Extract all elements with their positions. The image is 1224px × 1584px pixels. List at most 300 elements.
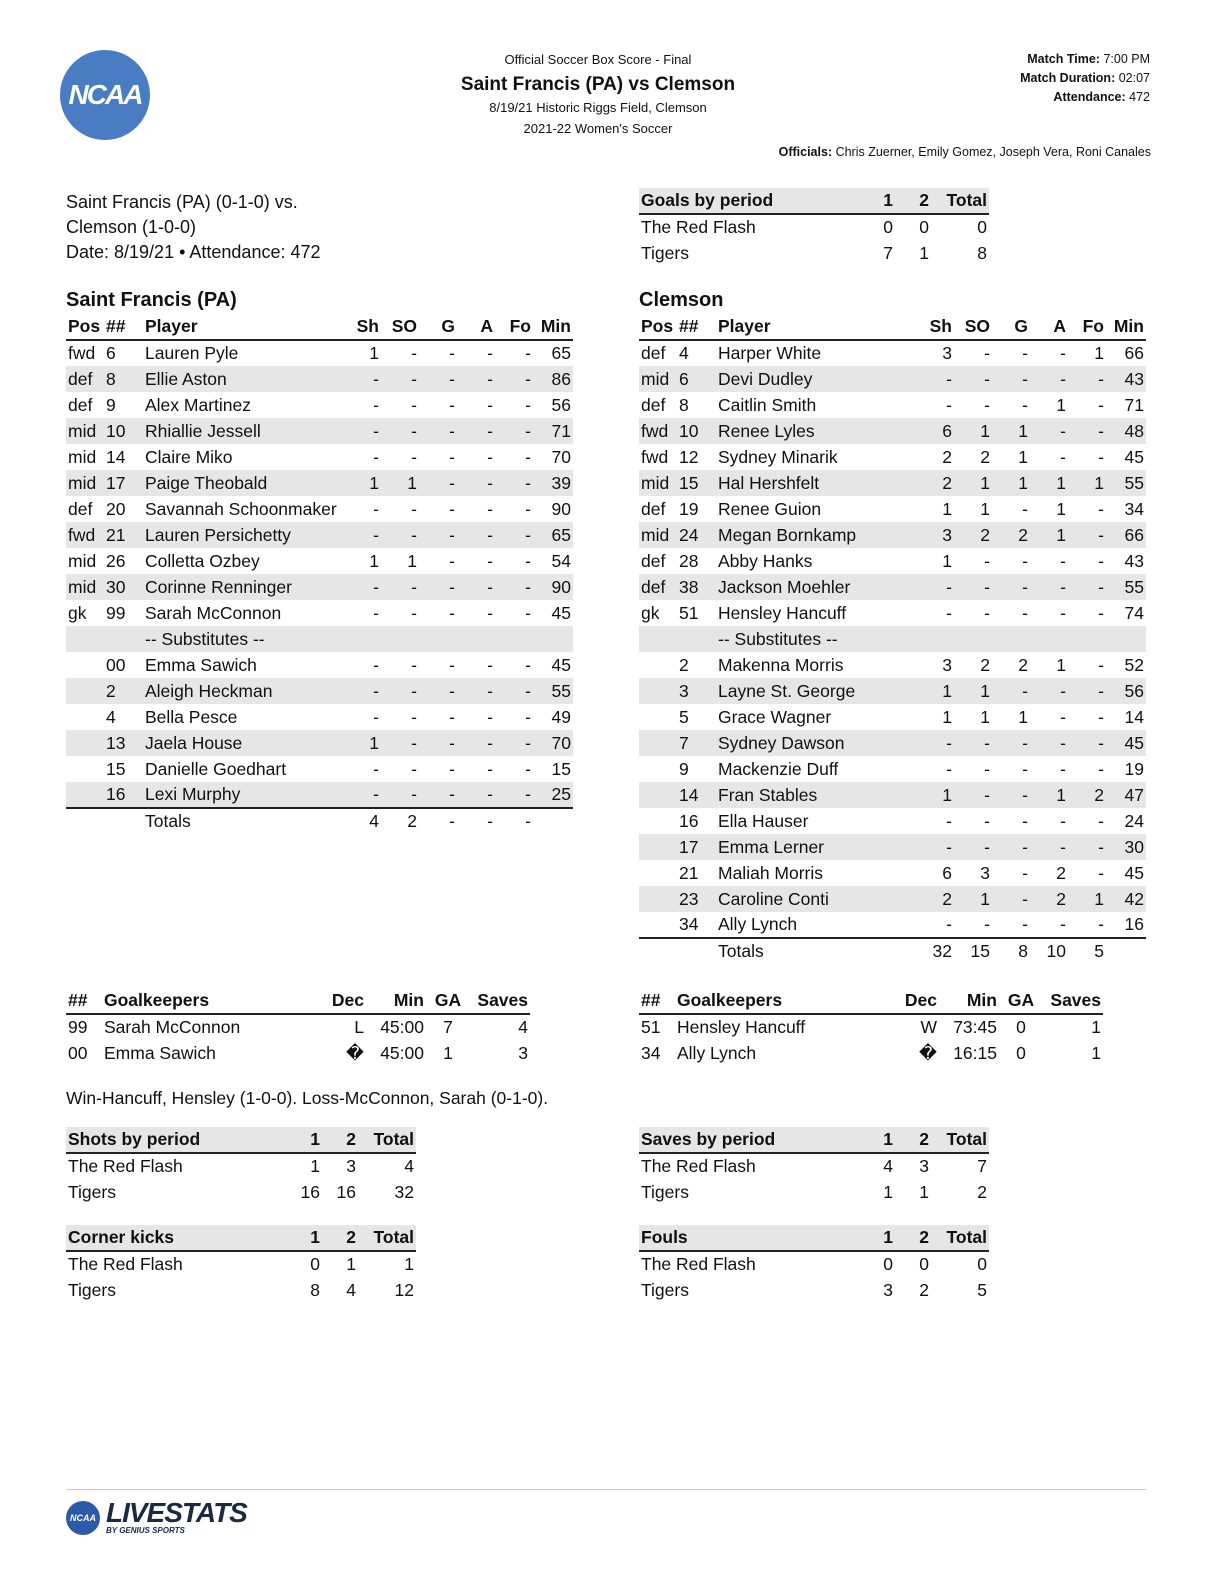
player-cell: - <box>946 810 952 831</box>
totals-cell <box>104 808 143 834</box>
player-cell: 3 <box>677 678 716 704</box>
player-cell: 14 <box>1124 706 1144 727</box>
player-cell: Harper White <box>718 343 822 363</box>
goalkeeper-cell: 1 <box>1091 1017 1101 1037</box>
home-player-table <box>66 314 573 834</box>
player-cell: - <box>1098 758 1104 779</box>
player-row <box>639 756 1146 782</box>
player-cell: def <box>639 574 677 600</box>
box-score-subtitle: Official Soccer Box Score - Final <box>504 52 692 67</box>
player-cell <box>495 626 533 652</box>
player-cell: mid <box>639 470 677 496</box>
player-cell: - <box>984 810 990 831</box>
period-value: 0 <box>977 217 987 237</box>
column-header: Total <box>931 188 989 214</box>
team-records <box>66 190 321 265</box>
player-cell <box>66 730 104 756</box>
period-value: 4 <box>404 1156 414 1176</box>
label: Match Duration: <box>1020 71 1116 85</box>
player-cell: def <box>641 394 666 415</box>
player-cell: Jackson Moehler <box>716 574 916 600</box>
player-cell <box>954 626 992 652</box>
goalkeeper-cell: Ally Lynch <box>677 1042 757 1063</box>
player-cell: 1 <box>381 470 419 496</box>
player-cell: 16 <box>679 810 699 831</box>
player-cell: - <box>954 366 992 392</box>
totals-cell <box>66 808 104 834</box>
player-cell: 55 <box>533 678 573 704</box>
player-cell: 1 <box>343 730 381 756</box>
player-cell: - <box>984 914 990 934</box>
player-cell: - <box>1098 654 1104 675</box>
player-cell <box>66 652 104 678</box>
column-header: 2 <box>322 1225 358 1251</box>
player-cell: 38 <box>677 574 716 600</box>
column-header: ## <box>677 314 716 340</box>
player-cell: 47 <box>1106 782 1146 808</box>
player-cell: gk <box>641 602 660 623</box>
player-cell: - <box>1030 574 1068 600</box>
team-label: The Red Flash <box>68 1254 183 1274</box>
player-cell: 24 <box>1124 810 1144 831</box>
player-cell: - <box>411 654 417 675</box>
column-header: Goalkeepers <box>102 988 302 1014</box>
goalkeeper-cell: 1 <box>443 1042 453 1063</box>
player-cell: - <box>916 366 954 392</box>
goalkeeper-cell: W <box>920 1017 937 1037</box>
player-cell: - <box>487 343 493 363</box>
away-goalkeepers-table <box>639 988 1103 1066</box>
player-cell: - <box>1030 678 1068 704</box>
player-cell: - <box>525 706 531 727</box>
player-cell: - <box>984 758 990 779</box>
player-cell: 30 <box>104 574 143 600</box>
player-cell <box>639 886 677 912</box>
player-cell: 15 <box>551 758 571 779</box>
player-cell: 48 <box>1106 418 1146 444</box>
column-header: 1 <box>859 1127 895 1153</box>
period-value: 0 <box>919 217 929 237</box>
goalkeeper-row <box>639 1040 1103 1066</box>
player-cell: mid <box>639 522 677 548</box>
player-row <box>639 340 1146 366</box>
player-cell: def <box>68 394 93 415</box>
totals-cell: 8 <box>992 938 1030 964</box>
player-cell: - <box>1060 810 1066 831</box>
player-cell: 2 <box>980 654 990 675</box>
player-cell: 45 <box>1124 862 1144 883</box>
player-cell: def <box>68 498 93 519</box>
column-header: Dec <box>875 988 939 1014</box>
column-header: A <box>1030 314 1068 340</box>
player-cell: - <box>992 834 1030 860</box>
player-cell: - <box>1068 522 1106 548</box>
player-cell: - <box>449 654 455 675</box>
player-cell: 7 <box>677 730 716 756</box>
column-header: A <box>457 314 495 340</box>
column-header: GA <box>999 988 1043 1014</box>
away-player-table <box>639 314 1146 964</box>
match-duration: 02:07 <box>1118 71 1150 85</box>
player-cell: - <box>525 758 531 779</box>
goalkeeper-cell: 51 <box>641 1017 661 1037</box>
totals-cell: 2 <box>381 808 419 834</box>
totals-cell: 4 <box>343 808 381 834</box>
player-cell: Caitlin Smith <box>718 394 817 415</box>
totals-row <box>639 938 1146 964</box>
team-label: Tigers <box>641 242 689 263</box>
header-row <box>639 988 1103 1014</box>
player-cell: 1 <box>942 706 952 727</box>
logo-text: NCAA <box>68 79 142 110</box>
column-header: GA <box>426 988 470 1014</box>
player-cell: 15 <box>677 470 716 496</box>
player-cell: - <box>946 602 952 623</box>
table-row <box>639 214 989 240</box>
player-cell: - <box>992 574 1030 600</box>
player-cell: 25 <box>533 782 573 808</box>
player-cell: Danielle Goedhart <box>145 758 287 779</box>
player-row <box>66 730 573 756</box>
player-cell: - <box>1060 914 1066 934</box>
player-row <box>66 678 573 704</box>
player-cell: Claire Miko <box>145 446 233 467</box>
player-cell: 90 <box>551 498 571 519</box>
player-cell: 3 <box>942 343 952 363</box>
column-header: Min <box>533 314 573 340</box>
player-cell: - <box>449 706 455 727</box>
player-cell: - <box>373 654 379 675</box>
player-cell: - <box>381 678 419 704</box>
player-cell: - <box>373 498 379 519</box>
player-cell: - <box>343 522 381 548</box>
totals-cell <box>677 938 716 964</box>
player-cell: - <box>411 343 417 363</box>
period-value: 3 <box>346 1156 356 1176</box>
period-value: 1 <box>919 1181 929 1202</box>
player-cell: - <box>411 498 417 519</box>
column-header: Shots by period <box>66 1127 286 1153</box>
table-row <box>66 1277 416 1303</box>
period-value: 0 <box>310 1254 320 1274</box>
period-value: 0 <box>919 1254 929 1274</box>
player-cell: 65 <box>551 343 571 363</box>
column-header: Sh <box>916 314 954 340</box>
player-cell: mid <box>66 470 104 496</box>
period-value: 3 <box>919 1156 929 1176</box>
player-cell: - <box>1060 602 1066 623</box>
player-cell: - <box>419 522 457 548</box>
period-value: 12 <box>394 1279 414 1300</box>
player-cell: - <box>495 366 533 392</box>
player-cell: 9 <box>679 758 689 779</box>
goalkeeper-cell: 73:45 <box>953 1017 997 1037</box>
officials <box>779 145 1151 159</box>
player-cell: - <box>1068 834 1106 860</box>
player-cell: Sydney Minarik <box>718 446 838 467</box>
header-row <box>639 1127 989 1153</box>
player-cell: - <box>916 574 954 600</box>
player-cell: 2 <box>1030 886 1068 912</box>
label: Match Time: <box>1027 52 1100 66</box>
player-cell: - <box>916 730 954 756</box>
player-cell: 65 <box>533 522 573 548</box>
period-value: 7 <box>883 242 893 263</box>
header-row <box>639 1225 989 1251</box>
player-cell: fwd <box>639 418 677 444</box>
player-cell: Lauren Pyle <box>145 343 239 363</box>
period-value: 0 <box>977 1254 987 1274</box>
player-cell: 1 <box>992 418 1030 444</box>
player-cell: - <box>992 678 1030 704</box>
player-cell: def <box>66 366 104 392</box>
player-cell: 1 <box>1056 498 1066 519</box>
player-row <box>639 730 1146 756</box>
column-header: Fo <box>495 314 533 340</box>
team-label: The Red Flash <box>641 1156 756 1176</box>
player-cell: Ally Lynch <box>718 914 798 934</box>
player-cell <box>1106 626 1146 652</box>
column-header: Saves <box>1043 988 1103 1014</box>
player-cell: - <box>449 550 455 571</box>
player-cell: - <box>1030 366 1068 392</box>
player-cell: - <box>343 418 381 444</box>
player-cell: Makenna Morris <box>718 654 844 675</box>
player-cell: mid <box>66 574 104 600</box>
player-cell: - <box>1098 706 1104 727</box>
player-cell: - <box>373 706 379 727</box>
period-value: 0 <box>883 1254 893 1274</box>
totals-cell: - <box>457 808 495 834</box>
player-cell: - <box>457 678 495 704</box>
totals-cell: Totals <box>143 808 343 834</box>
player-cell <box>104 626 143 652</box>
column-header: Goals by period <box>639 188 859 214</box>
player-cell: 8 <box>104 366 143 392</box>
header-row <box>66 1225 416 1251</box>
totals-cell: 10 <box>1030 938 1068 964</box>
player-cell <box>1068 626 1106 652</box>
player-cell: - <box>381 574 419 600</box>
player-cell: 10 <box>104 418 143 444</box>
player-cell: 1 <box>980 706 990 727</box>
goalkeeper-cell: 34 <box>641 1042 661 1063</box>
saves-by-period-table <box>639 1127 989 1205</box>
column-header: 2 <box>895 188 931 214</box>
player-cell: 55 <box>1106 470 1146 496</box>
player-cell: 00 <box>106 654 126 675</box>
goalkeeper-cell: � <box>919 1042 937 1063</box>
totals-cell: 5 <box>1068 938 1106 964</box>
player-cell: 21 <box>679 862 699 883</box>
player-cell: Corinne Renninger <box>143 574 343 600</box>
player-cell <box>639 912 677 938</box>
player-cell: 26 <box>106 550 126 571</box>
player-cell <box>66 782 104 808</box>
player-cell: - <box>1098 446 1104 467</box>
record-line: Date: 8/19/21 • Attendance: 472 <box>66 242 321 262</box>
table-row <box>66 1251 416 1277</box>
ncaa-logo <box>60 50 150 140</box>
corner-kicks-table <box>66 1225 416 1303</box>
player-cell: 1 <box>1056 394 1066 415</box>
period-value: 1 <box>404 1254 414 1274</box>
period-value: 7 <box>977 1156 987 1176</box>
brand-text: LIVESTATS <box>106 1497 247 1528</box>
player-cell: 45 <box>551 654 571 675</box>
column-header: Min <box>1106 314 1146 340</box>
player-cell: Emma Sawich <box>145 654 257 675</box>
player-cell: -- Substitutes -- <box>716 626 916 652</box>
table-row <box>66 1153 416 1179</box>
player-row <box>66 574 573 600</box>
player-row <box>66 782 573 808</box>
header-row <box>639 314 1146 340</box>
player-cell: - <box>1060 446 1066 467</box>
player-cell: - <box>984 550 990 571</box>
player-row <box>66 470 573 496</box>
team-label: Tigers <box>641 1279 689 1300</box>
player-cell: Hensley Hancuff <box>718 602 847 623</box>
player-cell: - <box>1068 730 1106 756</box>
player-cell <box>639 730 677 756</box>
player-cell: - <box>411 602 417 623</box>
column-header: 2 <box>895 1127 931 1153</box>
player-cell: 8 <box>679 394 689 415</box>
player-cell: mid <box>639 366 677 392</box>
goalkeeper-cell: L <box>354 1017 364 1037</box>
player-cell: - <box>1022 862 1028 883</box>
period-value: 1 <box>310 1156 320 1176</box>
player-cell: - <box>343 366 381 392</box>
column-header: Total <box>931 1225 989 1251</box>
player-row <box>639 574 1146 600</box>
player-cell: 1 <box>407 550 417 571</box>
player-cell: 16 <box>1124 914 1144 934</box>
player-cell: - <box>1060 758 1066 779</box>
player-cell: Devi Dudley <box>716 366 916 392</box>
player-cell <box>343 626 381 652</box>
player-cell: 4 <box>679 343 689 363</box>
player-cell: Savannah Schoonmaker <box>145 498 337 519</box>
player-cell: Layne St. George <box>716 678 916 704</box>
player-cell: - <box>343 678 381 704</box>
column-header: Total <box>931 1127 989 1153</box>
goalkeeper-cell: 45:00 <box>380 1042 424 1063</box>
player-cell: 2 <box>942 446 952 467</box>
player-cell: - <box>1068 366 1106 392</box>
player-cell: 17 <box>104 470 143 496</box>
period-value: 8 <box>977 242 987 263</box>
player-cell: 1 <box>1094 343 1104 363</box>
player-cell <box>66 626 104 652</box>
player-row <box>639 522 1146 548</box>
player-cell: 66 <box>1106 522 1146 548</box>
player-cell: Caroline Conti <box>716 886 916 912</box>
player-cell: - <box>419 678 457 704</box>
player-row <box>639 496 1146 522</box>
match-info <box>1020 50 1150 107</box>
player-cell: Grace Wagner <box>718 706 832 727</box>
player-cell: 1 <box>916 782 954 808</box>
player-row <box>66 340 573 366</box>
player-cell: 43 <box>1124 550 1144 571</box>
player-cell <box>677 626 716 652</box>
player-cell: 1 <box>369 550 379 571</box>
player-cell: - <box>457 470 495 496</box>
player-cell: 6 <box>677 366 716 392</box>
player-cell: 71 <box>1124 394 1144 415</box>
column-header: SO <box>954 314 992 340</box>
player-cell: - <box>419 366 457 392</box>
player-cell: - <box>525 446 531 467</box>
player-cell <box>639 626 677 652</box>
player-cell: 3 <box>916 522 954 548</box>
player-cell: Abby Hanks <box>718 550 813 571</box>
player-cell: - <box>381 366 419 392</box>
player-cell: def <box>641 343 666 363</box>
player-cell: - <box>457 418 495 444</box>
player-row <box>639 418 1146 444</box>
goalkeeper-cell: Sarah McConnon <box>104 1017 241 1037</box>
player-cell: 20 <box>106 498 126 519</box>
player-cell: 1 <box>1030 782 1068 808</box>
player-cell <box>419 626 457 652</box>
team-label: Tigers <box>68 1279 116 1300</box>
player-cell <box>66 678 104 704</box>
player-cell: 1 <box>954 886 992 912</box>
venue: 8/19/21 Historic Riggs Field, Clemson <box>489 100 707 115</box>
player-row <box>639 912 1146 938</box>
column-header: ## <box>639 988 675 1014</box>
player-cell: 52 <box>1124 654 1144 675</box>
column-header: Pos <box>639 314 677 340</box>
page-title: Saint Francis (PA) vs Clemson <box>460 74 736 95</box>
player-cell: 3 <box>942 654 952 675</box>
player-cell: 16 <box>104 782 143 808</box>
player-cell: - <box>984 602 990 623</box>
player-row <box>66 548 573 574</box>
column-header: Total <box>358 1127 416 1153</box>
table-row <box>66 1179 416 1205</box>
player-cell: - <box>1022 550 1028 571</box>
player-cell: 23 <box>677 886 716 912</box>
player-cell: - <box>1098 862 1104 883</box>
player-row <box>66 366 573 392</box>
goalkeeper-row <box>639 1014 1103 1040</box>
header-row <box>66 1127 416 1153</box>
column-header: Goalkeepers <box>675 988 875 1014</box>
period-value: 16 <box>300 1181 320 1202</box>
player-cell: 90 <box>533 574 573 600</box>
player-cell: - <box>1098 602 1104 623</box>
team-label: The Red Flash <box>641 217 756 237</box>
player-cell: 24 <box>677 522 716 548</box>
player-cell: - <box>495 418 533 444</box>
period-value: 16 <box>336 1181 356 1202</box>
player-cell <box>639 860 677 886</box>
player-cell: Lauren Persichetty <box>143 522 343 548</box>
player-cell: 34 <box>1124 498 1144 519</box>
player-cell: 45 <box>551 602 571 623</box>
player-cell: - <box>373 446 379 467</box>
player-cell: - <box>992 886 1030 912</box>
period-value: 4 <box>346 1279 356 1300</box>
player-cell: 4 <box>106 706 116 727</box>
table-row <box>639 1179 989 1205</box>
player-cell: 19 <box>679 498 699 519</box>
player-cell: 74 <box>1124 602 1144 623</box>
